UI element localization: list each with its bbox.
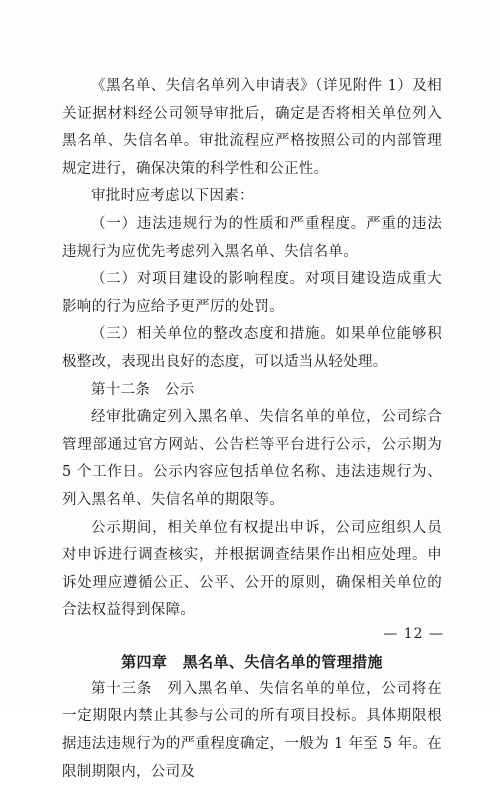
document-body — [62, 73, 442, 786]
paragraph-application-form: 《黑名单、失信名单列入申请表》（详见附件 1）及相关证据材料经公司领导审批后，确定是否将相关单位列入黑名单、失信名单。审批流程应严格按照公司的内部管理规定进行，确保决策的科学性和公正性。 — [62, 78, 442, 177]
paragraph-factor-1: （一）违法违规行为的性质和严重程度。严重的违法违规行为应优先考虑列入黑名单、失信名单。 — [62, 215, 442, 260]
paragraph-publicity: 经审批确定列入黑名单、失信名单的单位，公司综合管理部通过官方网站、公告栏等平台进行公示，公示期为 5 个工作日。公示内容应包括单位名称、违法违规行为、列入黑名单、失信名单的期限等。 — [62, 409, 442, 508]
paragraph-review-factors-intro: 审批时应考虑以下因素： — [91, 188, 254, 205]
paragraph-factor-2: （二）对项目建设的影响程度。对项目建设造成重大影响的行为应给予更严厉的处罚。 — [62, 271, 442, 315]
article-12-title: 第十二条 公示 — [91, 381, 195, 398]
page-number: — 12 — — [383, 626, 444, 642]
chapter-heading: 第四章 黑名单、失信名单的管理措施 — [121, 652, 383, 671]
paragraph-appeal: 公示期间，相关单位有权提出申诉，公司应组织人员对申诉进行调查核实，并根据调查结果作出相应处理。申诉处理应遵循公正、公平、公开的原则，确保相关单位的合法权益得到保障。 — [62, 519, 442, 619]
paragraph-factor-3: （三）相关单位的整改态度和措施。如果单位能够积极整改，表现出良好的态度，可以适当从轻处理。 — [62, 326, 442, 370]
paragraph-article-13: 第十三条 列入黑名单、失信名单的单位，公司将在一定期限内禁止其参与公司的所有项目投标。具体期限根据违法违规行为的严重程度确定，一般为 1 年至 5 年。在限制期限内，公司及 — [62, 680, 442, 780]
